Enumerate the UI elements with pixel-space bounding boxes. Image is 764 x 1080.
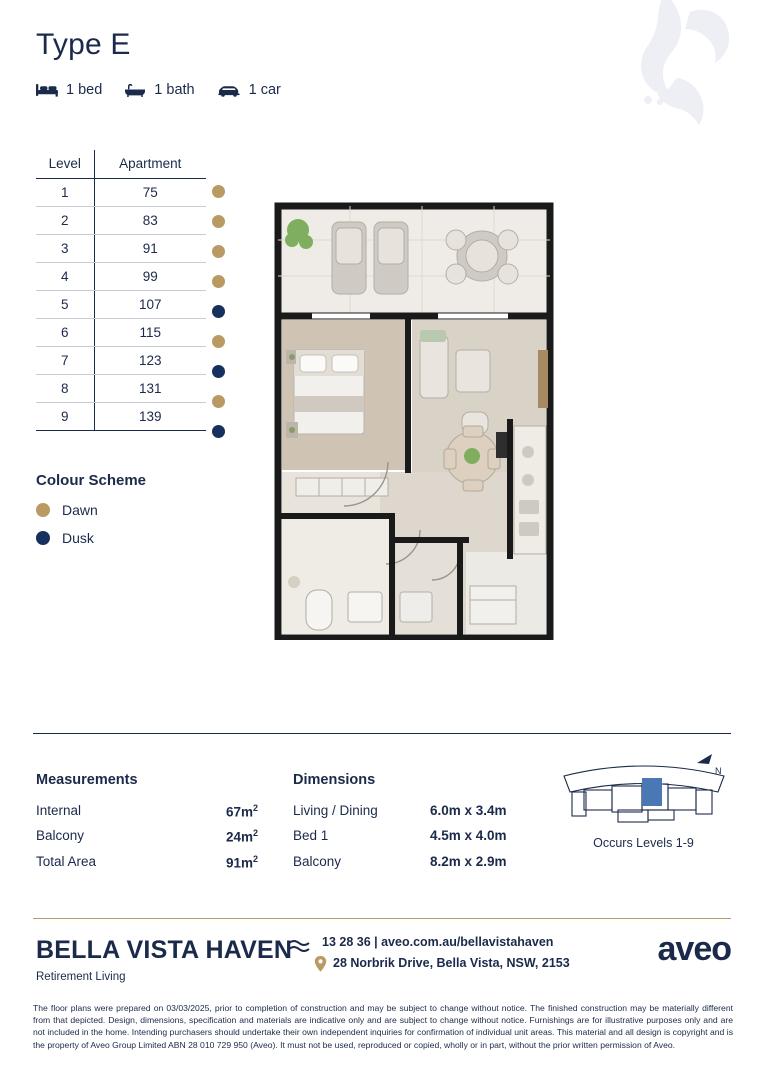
cell-apartment: 75 (94, 179, 206, 207)
dimension-value: 6.0m x 3.4m (430, 803, 507, 818)
measurement-value: $24m^2$ (226, 828, 259, 845)
table-row (36, 347, 206, 375)
scheme-dot-row (212, 357, 225, 387)
col-header-level: Level (36, 150, 94, 179)
car-icon (217, 83, 241, 97)
scheme-dot-dawn-icon (212, 395, 225, 408)
table-row (36, 403, 206, 431)
north-label: N (715, 766, 722, 776)
contact-phone-web[interactable]: 13 28 36 | aveo.com.au/bellavistahaven (322, 935, 554, 949)
cell-level: 3 (36, 235, 94, 263)
colour-scheme-title: Colour Scheme (36, 472, 147, 489)
measurement-label: Balcony (36, 828, 85, 843)
spec-bath-label: 1 bath (154, 82, 195, 98)
spec-car (217, 82, 281, 98)
spec-bath (124, 82, 194, 98)
colour-scheme-dusk-label: Dusk (62, 530, 94, 546)
cell-apartment: 91 (94, 235, 206, 263)
scheme-dot-row (212, 266, 225, 296)
measurements-heading: Measurements (36, 772, 138, 788)
cell-level: 5 (36, 291, 94, 319)
scheme-dot-row (212, 417, 225, 447)
cell-apartment: 83 (94, 207, 206, 235)
measurement-value: $91m^2$ (226, 854, 259, 871)
cell-apartment: 139 (94, 403, 206, 431)
location-pin-icon (314, 956, 327, 977)
dimension-label: Balcony (293, 854, 342, 869)
north-indicator (691, 752, 725, 781)
table-row (36, 235, 206, 263)
bird-watermark-icon (586, 0, 746, 142)
table-row (36, 207, 206, 235)
colour-scheme-dawn (36, 502, 98, 518)
scheme-dot-row (212, 176, 225, 206)
page-title: Type E (36, 28, 131, 61)
scheme-dot-dawn-icon (212, 245, 225, 258)
dimension-value: 4.5m x 4.0m (430, 828, 507, 843)
cell-level: 7 (36, 347, 94, 375)
scheme-dot-dawn-icon (212, 275, 225, 288)
scheme-dot-column (212, 176, 225, 447)
col-header-apartment: Apartment (94, 150, 206, 179)
dimension-label: Living / Dining (293, 803, 378, 818)
dimensions-heading: Dimensions (293, 772, 376, 788)
scheme-dot-dusk-icon (212, 425, 225, 438)
cell-level: 8 (36, 375, 94, 403)
dimension-value: 8.2m x 2.9m (430, 854, 507, 869)
bed-icon (36, 83, 58, 97)
measurement-value: $67m^2$ (226, 803, 259, 820)
scheme-dot-row (212, 296, 225, 326)
disclaimer-text: The floor plans were prepared on 03/03/2025, prior to completion of construction and may be subject to change without notice. The finished construction may be materially different from that depicted. Design, dimensions, specification and materials are indicative only and are subject to change without notice. Furnishings are for illustrative purposes only and are not included in the home. Intending purchasers should undertake their own independent inquiries for confirmation of individual unit areas. This material and all design is copyright and is the property of Aveo Group Limited ABN 28 010 729 950 (Aveo). It must not be used, reproduced or copied, wholly or in part, without the prior written permission of Aveo. (33, 1003, 733, 1050)
colour-scheme-dawn-label: Dawn (62, 502, 98, 518)
brand-name: BELLA VISTA HAVEN (36, 936, 293, 964)
cell-level: 9 (36, 403, 94, 431)
levels-apartments-table (36, 150, 206, 431)
spec-bed (36, 82, 102, 98)
brand-tagline: Retirement Living (36, 971, 126, 983)
measurement-label: Internal (36, 803, 82, 818)
scheme-dot-row (212, 387, 225, 417)
scheme-dot-dusk-icon (212, 305, 225, 318)
cell-apartment: 123 (94, 347, 206, 375)
scheme-dot-dusk-icon (212, 365, 225, 378)
unit-specs (36, 82, 281, 98)
scheme-dot-row (212, 206, 225, 236)
scheme-dot-dawn-icon (212, 215, 225, 228)
dusk-swatch-icon (36, 531, 50, 545)
scheme-dot-row (212, 326, 225, 356)
spec-bed-label: 1 bed (66, 82, 103, 98)
cell-level: 4 (36, 263, 94, 291)
contact-address: 28 Norbrik Drive, Bella Vista, NSW, 2153 (333, 956, 570, 970)
table-row (36, 179, 206, 207)
table-row (36, 263, 206, 291)
cell-level: 1 (36, 179, 94, 207)
aveo-logo: aveo (657, 930, 731, 968)
table-header-row (36, 150, 206, 179)
cell-level: 2 (36, 207, 94, 235)
divider-top (33, 733, 731, 734)
floor-plan-drawing (270, 200, 560, 640)
key-plan (556, 760, 731, 850)
cell-apartment: 107 (94, 291, 206, 319)
cell-apartment: 99 (94, 263, 206, 291)
scheme-dot-dawn-icon (212, 335, 225, 348)
table-row (36, 319, 206, 347)
table-row (36, 375, 206, 403)
table-row (36, 291, 206, 319)
cell-apartment: 115 (94, 319, 206, 347)
cell-level: 6 (36, 319, 94, 347)
dawn-swatch-icon (36, 503, 50, 517)
key-plan-caption: Occurs Levels 1-9 (593, 836, 694, 850)
measurement-label: Total Area (36, 854, 97, 869)
wave-logo-icon (288, 938, 310, 959)
colour-scheme-dusk (36, 530, 94, 546)
cell-apartment: 131 (94, 375, 206, 403)
spec-car-label: 1 car (248, 82, 281, 98)
scheme-dot-row (212, 236, 225, 266)
divider-gold (33, 918, 731, 919)
bath-icon (124, 83, 146, 97)
dimension-label: Bed 1 (293, 828, 329, 843)
scheme-dot-dawn-icon (212, 185, 225, 198)
